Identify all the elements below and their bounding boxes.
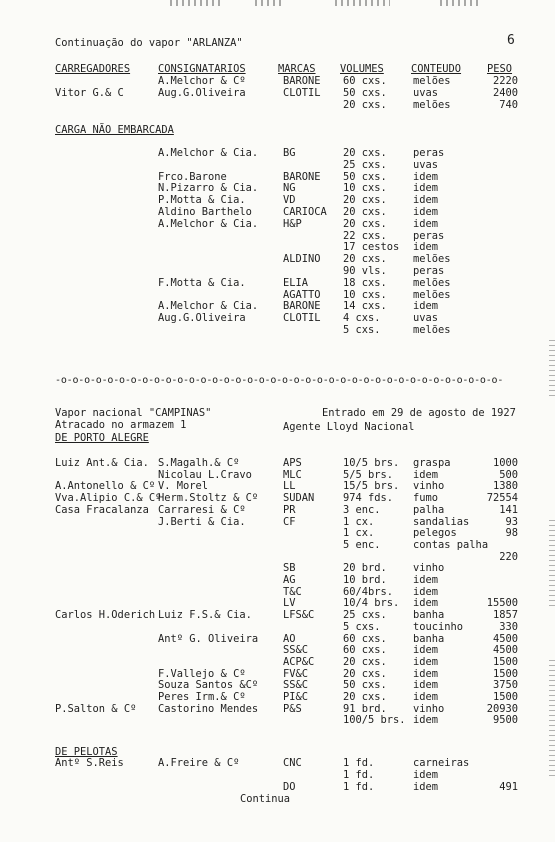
porto-alegre-row-c2: V. Morel (158, 480, 209, 493)
not-loaded-row-c4: 20 cxs. (343, 253, 387, 266)
porto-alegre-row-c3: SUDAN (283, 492, 315, 505)
porto-alegre-row-c2: Castorino Mendes (158, 702, 259, 715)
not-loaded-row-c5: idem (413, 206, 439, 218)
porto-alegre-row-c5: pelegos (413, 527, 457, 540)
column-header-shippers: CARREGADORES (55, 63, 131, 75)
first-row-c5: uvas (413, 86, 439, 99)
not-loaded-row-c3: AGATTO (283, 288, 321, 301)
not-loaded-row-c3: VD (283, 194, 296, 207)
not-loaded-row-c5: melões (413, 253, 451, 266)
porto-alegre-row-c3: APS (283, 457, 302, 469)
not-loaded-row-c4: 17 cestos (343, 241, 400, 254)
porto-alegre-row-c5: idem (413, 468, 439, 481)
not-loaded-row-c5: peras (413, 147, 445, 159)
porto-alegre-row-c4: 15/5 brs. (343, 480, 400, 493)
porto-alegre-row-c5: vinho (413, 702, 445, 715)
not-loaded-row-c5: idem (413, 217, 439, 230)
porto-alegre-row-c3: LFS&C (283, 609, 315, 622)
porto-alegre-row-c1: Luiz Ant.& Cia. (55, 457, 149, 469)
first-row-c2: Aug.G.Oliveira (158, 86, 246, 99)
porto-alegre-row-c3: SS&C (283, 644, 309, 657)
not-loaded-row-c4: 50 cxs. (343, 170, 387, 183)
porto-alegre-row-c4: 5 cxs. (343, 620, 381, 633)
origin-heading-porto-alegre: DE PORTO ALEGRE (55, 432, 149, 444)
not-loaded-row-c3: ALDINO (283, 253, 321, 266)
pelotas-row-c5: idem (413, 780, 439, 793)
not-loaded-row-c2: P.Motta & Cia. (158, 194, 246, 207)
not-loaded-row-c5: melões (413, 276, 451, 289)
not-loaded-row-c4: 25 cxs. (343, 158, 387, 171)
porto-alegre-row-c1: P.Salton & Cº (55, 702, 137, 715)
not-loaded-row-c4: 5 cxs. (343, 324, 381, 336)
column-header-contents: CONTEUDO (411, 63, 462, 75)
porto-alegre-row-c3: PR (283, 503, 296, 516)
porto-alegre-row-c6: 98 (505, 527, 518, 540)
first-row-c5: melões (413, 98, 451, 111)
scan-edge (549, 660, 555, 780)
first-row-c2: A.Melchor & Cº (158, 75, 246, 87)
not-loaded-row-c5: idem (413, 300, 439, 313)
porto-alegre-row-c4: 5 enc. (343, 538, 381, 551)
porto-alegre-row-c4: 50 cxs. (343, 679, 387, 692)
porto-alegre-row-c5: idem (413, 597, 439, 610)
porto-alegre-row-c6: 220 (499, 550, 518, 563)
not-loaded-row-c4: 20 cxs. (343, 217, 387, 230)
porto-alegre-row-c6: 330 (499, 620, 518, 633)
porto-alegre-row-c3: SB (283, 562, 296, 575)
page-number: 6 (507, 33, 515, 48)
separator-line: -o-o-o-o-o-o-o-o-o-o-o-o-o-o-o-o-o-o-o-o-o-o-o-o-o-o-o-o-o-o-o-o-o-o-o-o-o-o- (55, 375, 504, 386)
not-loaded-row-c2: A.Melchor & Cia. (158, 300, 259, 313)
not-loaded-row-c2: Frco.Barone (158, 170, 227, 183)
not-loaded-row-c2: F.Motta & Cia. (158, 276, 246, 289)
porto-alegre-row-c5: fumo (413, 492, 439, 505)
not-loaded-row-c4: 14 cxs. (343, 300, 387, 313)
porto-alegre-row-c2: J.Berti & Cia. (158, 515, 246, 528)
column-header-weight: PESO (487, 63, 513, 75)
not-loaded-row-c5: uvas (413, 158, 439, 171)
porto-alegre-row-c4: 1 cx. (343, 527, 375, 540)
not-loaded-row-c5: peras (413, 229, 445, 242)
pelotas-row-c4: 1 fd. (343, 768, 375, 781)
porto-alegre-row-c6: 1857 (492, 609, 518, 622)
porto-alegre-row-c6: 141 (499, 503, 518, 516)
first-row-c1: Vitor G.& C (55, 86, 124, 99)
porto-alegre-row-c5: toucinho (413, 620, 464, 633)
not-loaded-row-c5: melões (413, 324, 451, 336)
page-title: Continuação do vapor "ARLANZA" (55, 37, 243, 49)
not-loaded-row-c4: 20 cxs. (343, 147, 387, 159)
not-loaded-row-c5: idem (413, 182, 439, 195)
not-loaded-row-c4: 20 cxs. (343, 206, 387, 218)
porto-alegre-row-c5: idem (413, 585, 439, 598)
not-loaded-row-c5: peras (413, 265, 445, 277)
not-loaded-row-c3: NG (283, 182, 296, 195)
first-row-c6: 2400 (492, 86, 518, 99)
scan-edge (549, 520, 555, 610)
first-row-c6: 740 (499, 98, 518, 111)
not-loaded-row-c3: BARONE (283, 300, 321, 313)
porto-alegre-row-c5: idem (413, 655, 439, 668)
porto-alegre-row-c4: 100/5 brs. (343, 714, 406, 727)
not-loaded-row-c5: idem (413, 194, 439, 207)
porto-alegre-row-c6: 4500 (492, 644, 518, 657)
porto-alegre-row-c3: AO (283, 632, 296, 645)
porto-alegre-row-c5: idem (413, 714, 439, 727)
first-row-c4: 50 cxs. (343, 86, 387, 99)
porto-alegre-row-c5: idem (413, 667, 439, 680)
porto-alegre-row-c1: Casa Fracalanza (55, 503, 149, 516)
porto-alegre-row-c5: contas palha (413, 538, 489, 551)
porto-alegre-row-c3: P&S (283, 702, 302, 715)
porto-alegre-row-c3: MLC (283, 468, 302, 481)
not-loaded-row-c3: CARIOCA (283, 206, 327, 218)
porto-alegre-row-c5: palha (413, 503, 445, 516)
porto-alegre-row-c6: 1380 (492, 480, 518, 493)
porto-alegre-row-c2: Carraresi & Cº (158, 503, 246, 516)
pelotas-row-c4: 1 fd. (343, 757, 375, 769)
porto-alegre-row-c1: Vva.Alipio C.& Cº (55, 492, 162, 505)
porto-alegre-row-c1: Carlos H.Oderich (55, 609, 156, 622)
not-loaded-row-c2: N.Pizarro & Cia. (158, 182, 259, 195)
pelotas-row-c6: 491 (499, 780, 518, 793)
not-loaded-row-c2: Aldino Barthelo (158, 206, 252, 218)
porto-alegre-row-c2: Peres Irm.& Cº (158, 691, 246, 703)
not-loaded-row-c3: BG (283, 147, 296, 159)
porto-alegre-row-c4: 10/5 brs. (343, 457, 400, 469)
first-row-c3: BARONE (283, 75, 321, 87)
pelotas-row-c3: CNC (283, 757, 302, 769)
porto-alegre-row-c4: 20 cxs. (343, 691, 387, 703)
porto-alegre-row-c3: CF (283, 515, 296, 528)
pelotas-row-c2: A.Freire & Cº (158, 757, 240, 769)
porto-alegre-row-c2: Nicolau L.Cravo (158, 468, 252, 481)
porto-alegre-row-c4: 5/5 brs. (343, 468, 394, 481)
not-loaded-row-c3: BARONE (283, 170, 321, 183)
column-header-consignees: CONSIGNATARIOS (158, 63, 246, 75)
not-loaded-row-c3: CLOTIL (283, 312, 321, 325)
porto-alegre-row-c5: idem (413, 691, 439, 703)
porto-alegre-row-c4: 3 enc. (343, 503, 381, 516)
porto-alegre-row-c3: LV (283, 597, 296, 610)
scan-noise (170, 0, 220, 6)
not-loaded-row-c3: H&P (283, 217, 302, 230)
not-loaded-row-c2: A.Melchor & Cia. (158, 217, 259, 230)
porto-alegre-row-c6: 93 (505, 515, 518, 528)
scan-noise (440, 0, 480, 6)
continues-note: Continua (240, 793, 291, 805)
porto-alegre-row-c1: A.Antonello & Cº (55, 480, 156, 493)
not-loaded-row-c3: ELIA (283, 276, 309, 289)
column-header-marks: MARCAS (278, 63, 316, 75)
porto-alegre-row-c4: 60 cxs. (343, 632, 387, 645)
pelotas-row-c3: DO (283, 780, 296, 793)
not-loaded-row-c5: melões (413, 288, 451, 301)
porto-alegre-row-c3: PI&C (283, 691, 309, 703)
first-row-c4: 60 cxs. (343, 75, 387, 87)
porto-alegre-row-c3: SS&C (283, 679, 309, 692)
first-row-c5: melões (413, 75, 451, 87)
agent: Agente Lloyd Nacional (283, 421, 415, 433)
porto-alegre-row-c6: 72554 (486, 492, 518, 505)
porto-alegre-row-c5: banha (413, 609, 445, 622)
column-header-volumes: VOLUMES (340, 63, 384, 75)
not-loaded-row-c4: 90 vls. (343, 265, 387, 277)
porto-alegre-row-c5: vinho (413, 480, 445, 493)
origin-heading-pelotas: DE PELOTAS (55, 746, 118, 758)
scan-edge (549, 340, 555, 400)
porto-alegre-row-c3: ACP&C (283, 655, 315, 668)
not-loaded-row-c4: 22 cxs. (343, 229, 387, 242)
porto-alegre-row-c3: LL (283, 480, 296, 493)
porto-alegre-row-c6: 1000 (492, 457, 518, 469)
porto-alegre-row-c4: 20 brd. (343, 562, 387, 575)
porto-alegre-row-c4: 25 cxs. (343, 609, 387, 622)
not-loaded-row-c4: 10 cxs. (343, 182, 387, 195)
pelotas-row-c1: Antº S.Reis (55, 757, 124, 769)
first-row-c6: 2220 (492, 75, 518, 87)
porto-alegre-row-c5: sandalias (413, 515, 470, 528)
pelotas-row-c5: idem (413, 768, 439, 781)
porto-alegre-row-c5: banha (413, 632, 445, 645)
not-loaded-row-c4: 20 cxs. (343, 194, 387, 207)
porto-alegre-row-c2: S.Magalh.& Cº (158, 457, 240, 469)
porto-alegre-row-c4: 20 cxs. (343, 667, 387, 680)
not-loaded-row-c4: 10 cxs. (343, 288, 387, 301)
porto-alegre-row-c2: Herm.Stoltz & Cº (158, 492, 259, 505)
not-loaded-row-c2: A.Melchor & Cia. (158, 147, 259, 159)
porto-alegre-row-c2: Luiz F.S.& Cia. (158, 609, 252, 622)
porto-alegre-row-c2: Antº G. Oliveira (158, 632, 259, 645)
porto-alegre-row-c3: T&C (283, 585, 302, 598)
section-heading-not-loaded: CARGA NÃO EMBARCADA (55, 124, 174, 136)
porto-alegre-row-c6: 4500 (492, 632, 518, 645)
porto-alegre-row-c5: graspa (413, 457, 451, 469)
first-row-c4: 20 cxs. (343, 98, 387, 111)
not-loaded-row-c4: 18 cxs. (343, 276, 387, 289)
porto-alegre-row-c6: 9500 (492, 714, 518, 727)
porto-alegre-row-c5: idem (413, 574, 439, 586)
porto-alegre-row-c4: 974 fds. (343, 492, 394, 505)
pelotas-row-c4: 1 fd. (343, 780, 375, 793)
not-loaded-row-c5: idem (413, 170, 439, 183)
scan-noise (335, 0, 390, 6)
porto-alegre-row-c3: FV&C (283, 667, 309, 680)
porto-alegre-row-c4: 91 brd. (343, 702, 387, 715)
porto-alegre-row-c6: 3750 (492, 679, 518, 692)
porto-alegre-row-c5: vinho (413, 562, 445, 575)
not-loaded-row-c2: Aug.G.Oliveira (158, 312, 246, 325)
porto-alegre-row-c6: 1500 (492, 655, 518, 668)
porto-alegre-row-c4: 60 cxs. (343, 644, 387, 657)
porto-alegre-row-c6: 500 (499, 468, 518, 481)
porto-alegre-row-c2: Souza Santos &Cº (158, 679, 259, 692)
porto-alegre-row-c5: idem (413, 679, 439, 692)
scan-noise (255, 0, 285, 6)
porto-alegre-row-c3: AG (283, 574, 296, 586)
not-loaded-row-c5: idem (413, 241, 439, 254)
mooring: Atracado no armazem 1 (55, 419, 187, 431)
porto-alegre-row-c6: 20930 (486, 702, 518, 715)
porto-alegre-row-c6: 1500 (492, 691, 518, 703)
porto-alegre-row-c6: 1500 (492, 667, 518, 680)
porto-alegre-row-c4: 1 cx. (343, 515, 375, 528)
steamer-name: Vapor nacional "CAMPINAS" (55, 407, 212, 419)
porto-alegre-row-c2: F.Vallejo & Cº (158, 667, 246, 680)
arrival-date: Entrado em 29 de agosto de 1927 (322, 407, 516, 419)
porto-alegre-row-c5: idem (413, 644, 439, 657)
porto-alegre-row-c4: 60/4brs. (343, 585, 394, 598)
pelotas-row-c5: carneiras (413, 757, 470, 769)
porto-alegre-row-c4: 10/4 brs. (343, 597, 400, 610)
first-row-c3: CLOTIL (283, 86, 321, 99)
porto-alegre-row-c4: 10 brd. (343, 574, 387, 586)
porto-alegre-row-c6: 15500 (486, 597, 518, 610)
not-loaded-row-c4: 4 cxs. (343, 312, 381, 325)
porto-alegre-row-c4: 20 cxs. (343, 655, 387, 668)
not-loaded-row-c5: uvas (413, 312, 439, 325)
